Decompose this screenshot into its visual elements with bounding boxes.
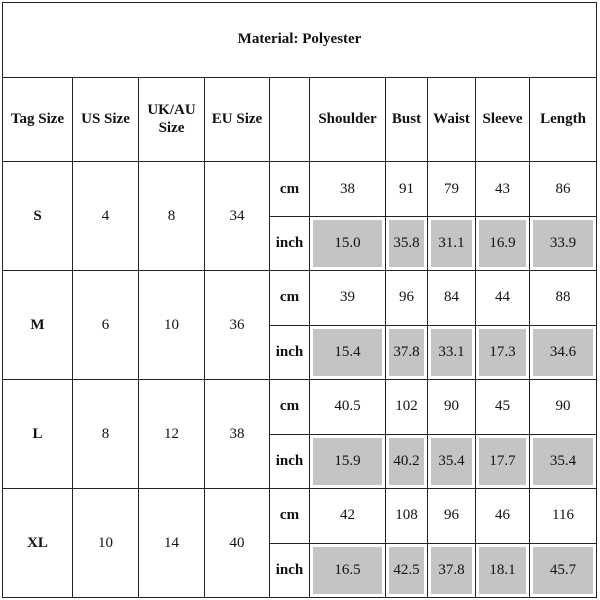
uk-au-size-cell: 10 — [139, 271, 205, 380]
waist-cm-cell: 90 — [428, 380, 476, 434]
shoulder-cm-cell: 38 — [310, 162, 386, 216]
bust-inch-cell: 35.8 — [386, 216, 428, 270]
eu-size-cell: 40 — [205, 489, 270, 598]
tag-size-cell: XL — [3, 489, 73, 598]
sleeve-inch-cell: 17.3 — [476, 325, 530, 379]
length-cm-cell: 86 — [530, 162, 597, 216]
length-inch-cell: 34.6 — [530, 325, 597, 379]
table-row — [3, 271, 597, 325]
unit-cm-label: cm — [270, 271, 310, 325]
header-us-size: US Size — [73, 77, 139, 162]
waist-cm-cell: 79 — [428, 162, 476, 216]
unit-inch-label: inch — [270, 543, 310, 598]
header-length: Length — [530, 77, 597, 162]
eu-size-cell: 38 — [205, 380, 270, 489]
waist-cm-cell: 84 — [428, 271, 476, 325]
size-chart-table — [2, 2, 597, 598]
bust-cm-cell: 91 — [386, 162, 428, 216]
tag-size-cell: L — [3, 380, 73, 489]
table-row — [3, 162, 597, 216]
uk-au-size-cell: 14 — [139, 489, 205, 598]
eu-size-cell: 36 — [205, 271, 270, 380]
tag-size-cell: S — [3, 162, 73, 271]
bust-cm-cell: 96 — [386, 271, 428, 325]
tag-size-cell: M — [3, 271, 73, 380]
bust-inch-cell: 42.5 — [386, 543, 428, 598]
length-cm-cell: 90 — [530, 380, 597, 434]
shoulder-inch-cell: 15.9 — [310, 434, 386, 488]
length-inch-cell: 33.9 — [530, 216, 597, 270]
unit-cm-label: cm — [270, 380, 310, 434]
waist-inch-cell: 35.4 — [428, 434, 476, 488]
sleeve-inch-cell: 17.7 — [476, 434, 530, 488]
bust-inch-cell: 37.8 — [386, 325, 428, 379]
table-row — [3, 489, 597, 543]
us-size-cell: 6 — [73, 271, 139, 380]
sleeve-cm-cell: 43 — [476, 162, 530, 216]
sleeve-inch-cell: 18.1 — [476, 543, 530, 598]
header-tag-size: Tag Size — [3, 77, 73, 162]
header-waist: Waist — [428, 77, 476, 162]
waist-inch-cell: 33.1 — [428, 325, 476, 379]
shoulder-inch-cell: 16.5 — [310, 543, 386, 598]
us-size-cell: 4 — [73, 162, 139, 271]
shoulder-cm-cell: 42 — [310, 489, 386, 543]
waist-cm-cell: 96 — [428, 489, 476, 543]
uk-au-size-cell: 12 — [139, 380, 205, 489]
waist-inch-cell: 31.1 — [428, 216, 476, 270]
sleeve-inch-cell: 16.9 — [476, 216, 530, 270]
bust-inch-cell: 40.2 — [386, 434, 428, 488]
shoulder-cm-cell: 39 — [310, 271, 386, 325]
unit-cm-label: cm — [270, 162, 310, 216]
uk-au-size-cell: 8 — [139, 162, 205, 271]
shoulder-inch-cell: 15.0 — [310, 216, 386, 270]
header-eu-size: EU Size — [205, 77, 270, 162]
bust-cm-cell: 108 — [386, 489, 428, 543]
unit-inch-label: inch — [270, 434, 310, 488]
unit-cm-label: cm — [270, 489, 310, 543]
bust-cm-cell: 102 — [386, 380, 428, 434]
eu-size-cell: 34 — [205, 162, 270, 271]
header-uk-au-size: UK/AU Size — [139, 77, 205, 162]
length-cm-cell: 88 — [530, 271, 597, 325]
header-unit — [270, 77, 310, 162]
sleeve-cm-cell: 46 — [476, 489, 530, 543]
header-bust: Bust — [386, 77, 428, 162]
unit-inch-label: inch — [270, 216, 310, 270]
material-title: Material: Polyester — [3, 3, 597, 78]
waist-inch-cell: 37.8 — [428, 543, 476, 598]
us-size-cell: 8 — [73, 380, 139, 489]
unit-inch-label: inch — [270, 325, 310, 379]
header-shoulder: Shoulder — [310, 77, 386, 162]
length-cm-cell: 116 — [530, 489, 597, 543]
sleeve-cm-cell: 44 — [476, 271, 530, 325]
length-inch-cell: 35.4 — [530, 434, 597, 488]
table-row — [3, 380, 597, 434]
us-size-cell: 10 — [73, 489, 139, 598]
shoulder-cm-cell: 40.5 — [310, 380, 386, 434]
header-sleeve: Sleeve — [476, 77, 530, 162]
sleeve-cm-cell: 45 — [476, 380, 530, 434]
length-inch-cell: 45.7 — [530, 543, 597, 598]
shoulder-inch-cell: 15.4 — [310, 325, 386, 379]
